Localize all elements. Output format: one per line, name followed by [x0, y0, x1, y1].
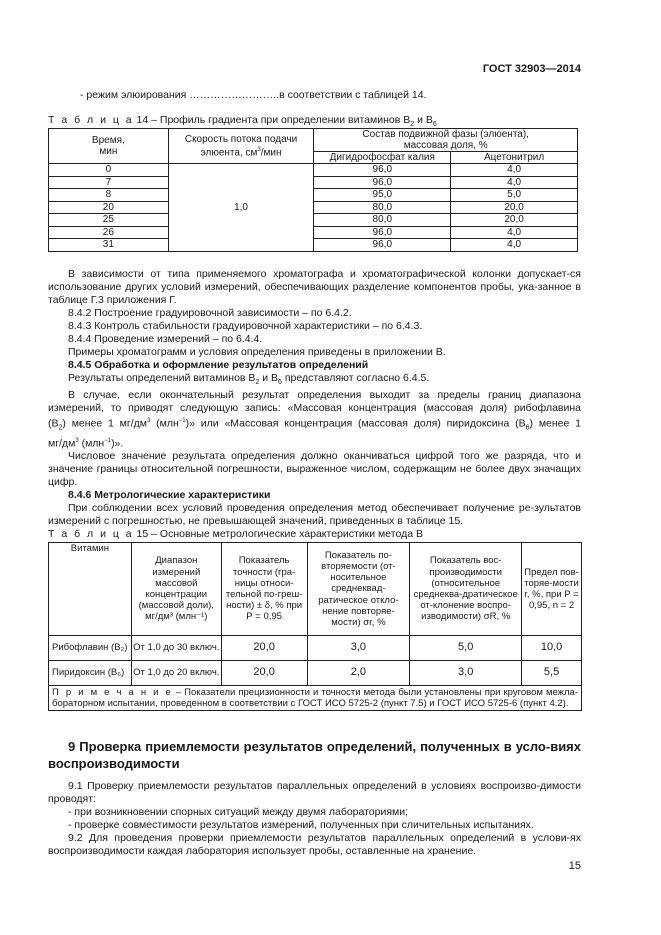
intro-line: - режим элюирования ……………………..в соответствии с таблицей 14. [80, 89, 427, 101]
paragraph: 8.4.3 Контроль стабильности градуировочной характеристики – по 6.4.3. [68, 320, 423, 332]
table-row: 0 1,0 96,0 4,0 [49, 164, 578, 177]
sub-2: 2 [410, 121, 415, 129]
table15-caption [48, 528, 423, 541]
document-number: ГОСТ 32903—2014 [482, 63, 581, 75]
table14 [48, 128, 578, 252]
table-row: 25 80,0 20,0 [49, 214, 578, 227]
section-9 [48, 738, 581, 858]
paragraph: 9.2 Для проведения проверки приемлемости результатов параллельных определений в услови-ях воспроизводимости каждая лаборатория использует пробы, оставленные на хранение. [48, 832, 581, 857]
table15-caption-label: Т а б л и ц а [48, 528, 134, 540]
col-composition-header: Состав подвижной фазы (элюента), массовая доля, % [314, 129, 578, 152]
table-row: 26 96,0 4,0 [49, 226, 578, 239]
paragraph: Примеры хроматограмм и условия определения приведены в приложении В. [68, 346, 446, 358]
table-row: 31 96,0 4,0 [49, 239, 578, 252]
table-row: 7 96,0 4,0 [49, 176, 578, 189]
list-item: - проверке совместимости результатов измерений, полученных при сличительных испытаниях. [68, 819, 534, 831]
paragraph: измерений, то приводят следующую запись: «Массовая концентрация (массовая доля) рибофлавина [48, 402, 581, 415]
table14-caption-text: 14 – Профиль градиента при определении витаминов В [136, 114, 411, 126]
table-row: Рибофлавин (В₂) От 1,0 до 30 включ. 20,0 3,0 5,0 10,0 [49, 636, 582, 661]
table15 [48, 542, 582, 711]
col-time-header: Время, мин [49, 129, 169, 164]
paragraph: Результаты определений витаминов $В_2$ и $В_6$ представляют согласно 6.4.5. [68, 372, 430, 387]
section-heading-845: 8.4.5 Обработка и оформление результатов определений [68, 359, 369, 371]
paragraph: $(В_2)$ менее 1 $мг/дм^3$ (млн$^{-1}$)» или «Массовая концентрация (массовая доля) пиридоксина $(В_6)$ менее 1 [48, 417, 581, 432]
paragraph: Числовое значение результата определения должно оканчиваться цифрой того же разряда, что и значение границы относительной погрешности, выраженное числом, содержащим не более двух значащих цифр. [48, 450, 581, 489]
page-number: 15 [568, 860, 581, 872]
list-item: - при возникновении спорных ситуаций между двумя лабораториями; [68, 806, 409, 818]
table-row: 20 80,0 20,0 [49, 201, 578, 214]
paragraph: 8.4.4 Проведение измерений – по 6.4.4. [68, 333, 263, 345]
table-row: 8 95,0 5,0 [49, 189, 578, 202]
table-row: Пиридоксин (В₆) От 1,0 до 20 включ. 20,0 2,0 3,0 5,5 [49, 661, 582, 686]
note-text: – Показатели прецизионности и точности метода были установлены при круговом межла-бораторном испытании, проведенном в соответствии с ГОСТ ИСО 5725-2 (пункт 7.5) и ГОСТ ИСО 5725-6 (пункт 4.2). [52, 687, 578, 710]
table14-caption-label: Т а б л и ц а [48, 114, 134, 126]
paragraph: 8.4.2 Построение градуировочной зависимости – по 6.4.2. [68, 307, 352, 319]
col-range-header: Диапазон измерений массовой концентрации (массовой доли), мг/дм³ (млн⁻¹) [131, 543, 221, 636]
table15-caption-text: 15 – Основные метрологические характеристики метода В [136, 528, 423, 540]
col-reproducibility-header: Показатель вос-производимости (относительное среднеква-дратическое от-клонение воспро-изводимости) σR, % [410, 543, 522, 636]
section-heading-846: 8.4.6 Метрологические характеристики [68, 489, 271, 502]
section-9-heading: 9 Проверка приемлемости результатов определений, полученных в усло-виях воспроизводимости [48, 739, 581, 771]
col-accuracy-header: Показатель точности (гра-ницы относи-тельной по-греш-ности) ± δ, % при Р = 0,95 [221, 543, 307, 636]
paragraph: 9.1 Проверку приемлемости результатов параллельных определений в условиях воспроизво-димости проводят: [48, 780, 581, 805]
sub-6: 6 [432, 121, 437, 129]
col-phosphate-header: Дигидрофосфат калия [314, 152, 451, 164]
col-flow-header: Скорость потока подачи элюента, $см^3$/мин [168, 129, 314, 164]
col-vitamin-header: Витамин [49, 543, 132, 636]
paragraph: $мг/дм^3$ (млн$^{-1}$)». [48, 437, 124, 450]
body-text [48, 268, 581, 528]
col-repeatability-header: Показатель по-вторяемости (от-носительное среднеквад-ратическое откло-нение повторяе-мости) σr, % [307, 543, 410, 636]
caption-mid: и В [414, 114, 433, 126]
table15-note [49, 686, 582, 711]
col-limit-header: Предел пов-торяе-мости r, %, при Р = 0,95, n = 2 [522, 543, 582, 636]
flow-value: 1,0 [168, 164, 314, 252]
paragraph: При соблюдении всех условий проведения определения метод обеспечивает получение ре-зультатов измерений с погрешностью, не превышающей значений, приведенных в таблице 15. [48, 502, 581, 528]
note-label: П р и м е ч а н и е [52, 687, 173, 698]
paragraph: В зависимости от типа применяемого хроматографа и хроматографической колонки допускает-ся использование других условий измерений, обеспечивающих разделение компонентов пробы, ука-занное в таблице Г.3 приложения Г. [48, 268, 581, 306]
col-acetonitrile-header: Ацетонитрил [451, 152, 578, 164]
paragraph: В случае, если окончательный результат определения выходит за пределы границ диапазона [68, 389, 581, 402]
